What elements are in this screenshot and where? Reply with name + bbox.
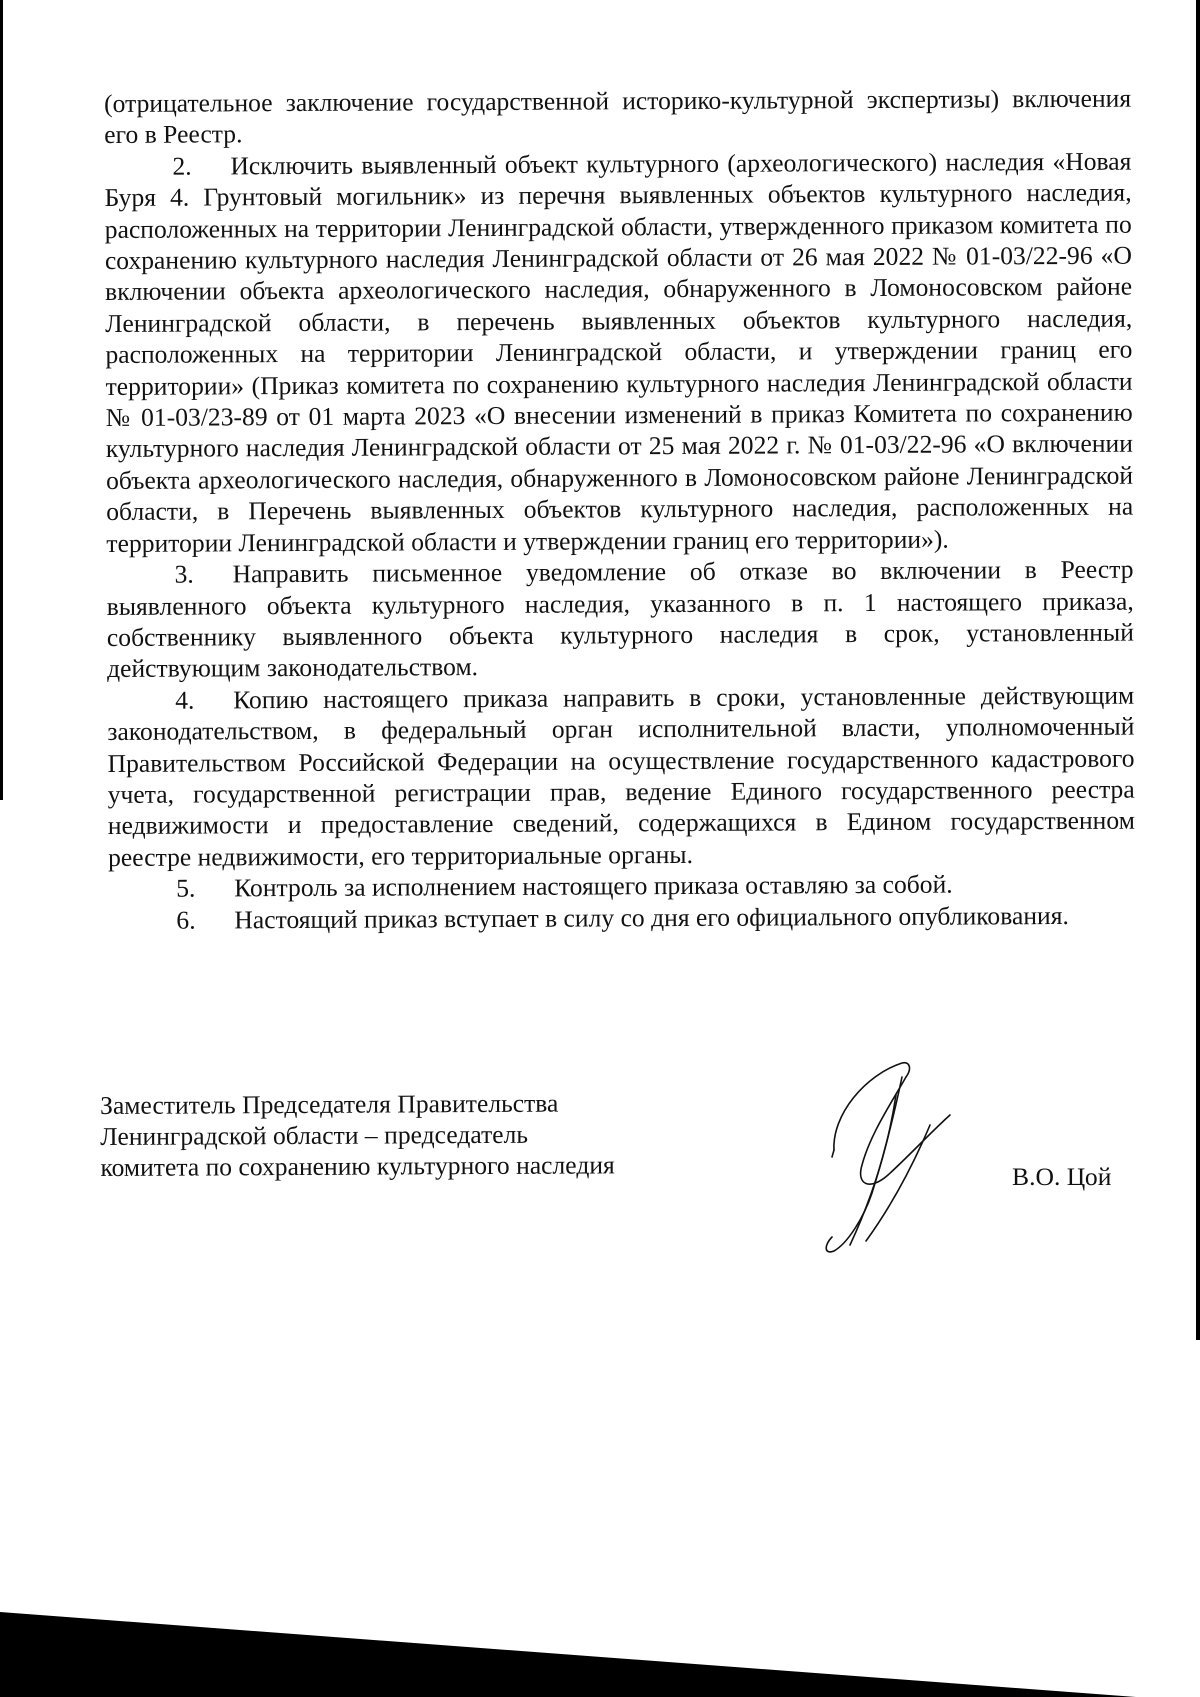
signatory-name: В.О. Цой <box>1012 1162 1112 1191</box>
paragraph-number: 2. <box>172 151 192 181</box>
signatory-title <box>100 1087 700 1183</box>
paragraph-text: Исключить выявленный объект культурного (археологического) наследия «Новая Буря 4. Грунтовый могильник» из перечня выявленных объектов культурного наследия, расположенных на территории Ленинградской области, утвержденного приказом комитета по сохранению культурного наследия Ленинградской области от 26 мая 2022 № 01-03/22-96 «О включении объекта археологического наследия, обнаруженного в Ломоносовском районе Ленинградской области, в перечень выявленных объектов культурного наследия, расположенных на территории Ленинградской области, и утверждении границ его территории» (Приказ комитета по сохранению культурного наследия Ленинградской области № 01-03/23-89 от 01 марта 2023 «О внесении изменений в приказ Комитета по сохранению культурного наследия Ленинградской области от 25 мая 2022 г. № 01-03/22-96 «О включении объекта археологического наследия, обнаруженного в Ломоносовском районе Ленинградской области, в Перечень выявленных объектов культурного наследия, расположенных на территории Ленинградской области и утверждении границ его территории»). <box>104 146 1134 558</box>
paragraph-item-4 <box>107 679 1135 873</box>
paragraph-number: 4. <box>175 685 195 715</box>
signatory-title-line: комитета по сохранению культурного наследия <box>100 1150 615 1182</box>
document-body <box>104 83 1135 936</box>
paragraph-item-3 <box>106 554 1134 685</box>
paragraph-number: 6. <box>176 905 196 935</box>
scan-edge-left <box>0 0 3 800</box>
handwritten-signature-icon <box>810 1055 970 1255</box>
paragraph-text: Контроль за исполнением настоящего приказа оставляю за собой. <box>234 869 953 903</box>
scan-edge-right <box>1196 0 1200 1340</box>
paragraph-number: 5. <box>176 873 196 903</box>
paragraph-item-6 <box>108 899 1135 936</box>
paragraph-text: Настоящий приказ вступает в силу со дня его официального опубликования. <box>234 900 1069 934</box>
signatory-title-line: Ленинградской области – председатель <box>100 1119 529 1151</box>
paragraph-item-2 <box>104 145 1133 559</box>
paragraph-continuation <box>104 83 1131 151</box>
paragraph-text: Копию настоящего приказа направить в сроки, установленные действующим законодательством, в федеральный орган исполнительной власти, уполномоченный Правительством Российской Федерации на осуществление государственного кадастрового учета, государственной регистрации прав, ведение Единого государственного реестра недвижимости и предоставление сведений, содержащихся в Едином государственном реестре недвижимости, его территориальные органы. <box>107 680 1135 872</box>
signatory-title-line: Заместитель Председателя Правительства <box>100 1088 559 1120</box>
paragraph-number: 3. <box>174 559 194 589</box>
paragraph-text: (отрицательное заключение государственной историко-культурной экспертизы) включения его в Реестр. <box>104 83 1132 150</box>
paragraph-text: Направить письменное уведомление об отказе во включении в Реестр выявленного объекта культурного наследия, указанного в п. 1 настоящего приказа, собственнику выявленного объекта культурного наследия в срок, установленный действующим законодательством. <box>106 554 1134 684</box>
